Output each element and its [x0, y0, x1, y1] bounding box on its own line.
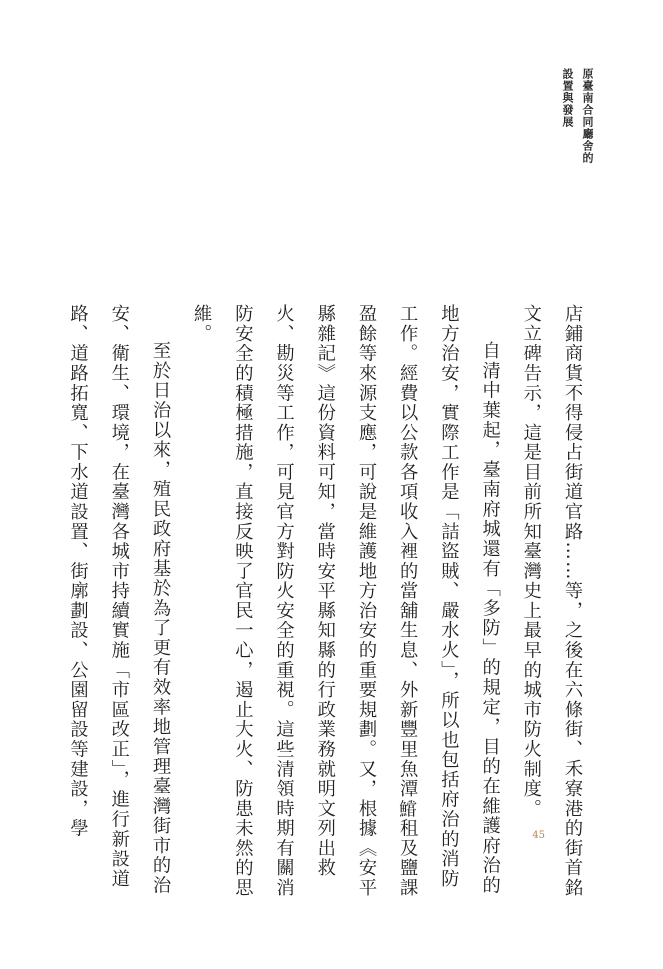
paragraph-2: 自清中葉起，臺南府城還有「多防」的規定，目的在維護府治的地方治安，實際工作是「詰盜賊、嚴水火」，所以也包括府治的消防工作。經費以公款各項收入裡的當舖生息、外新豐里魚潭𩼝租及鹽課盈餘等來源支應，可說是維護地方治安的重要規劃。又，根據《安平縣雜記》這份資料可知，當時安平縣知縣的行政業務就明文列出救火、勘災等工作，可見官方對防火安全的重視。這些清領時期有關消防安全的積極措施，直接反映了官民一心，遏止大火、防患未然的思維。: [191, 304, 501, 898]
paragraph-1: 店鋪商貨不得侵占街道官路……等，之後在六條街、禾寮港的街首銘文立碑告示，這是目前所知臺灣史上最早的城市防火制度。: [520, 304, 583, 898]
running-title: [557, 68, 597, 164]
paragraph-3: 至於日治以來，殖民政府基於為了更有效率地管理臺灣街市的治安、衛生、環境，在臺灣各城市持續實施「市區改正」，進行新設道路、道路拓寬、下水道設置、街廓劃設、公園留設等建設，學: [67, 304, 171, 895]
page-number: 45: [532, 830, 545, 841]
body-text: [57, 304, 593, 904]
running-title-line-2: 設置與發展: [561, 68, 574, 128]
running-title-line-1: 原臺南合同廳舍的: [581, 68, 594, 164]
